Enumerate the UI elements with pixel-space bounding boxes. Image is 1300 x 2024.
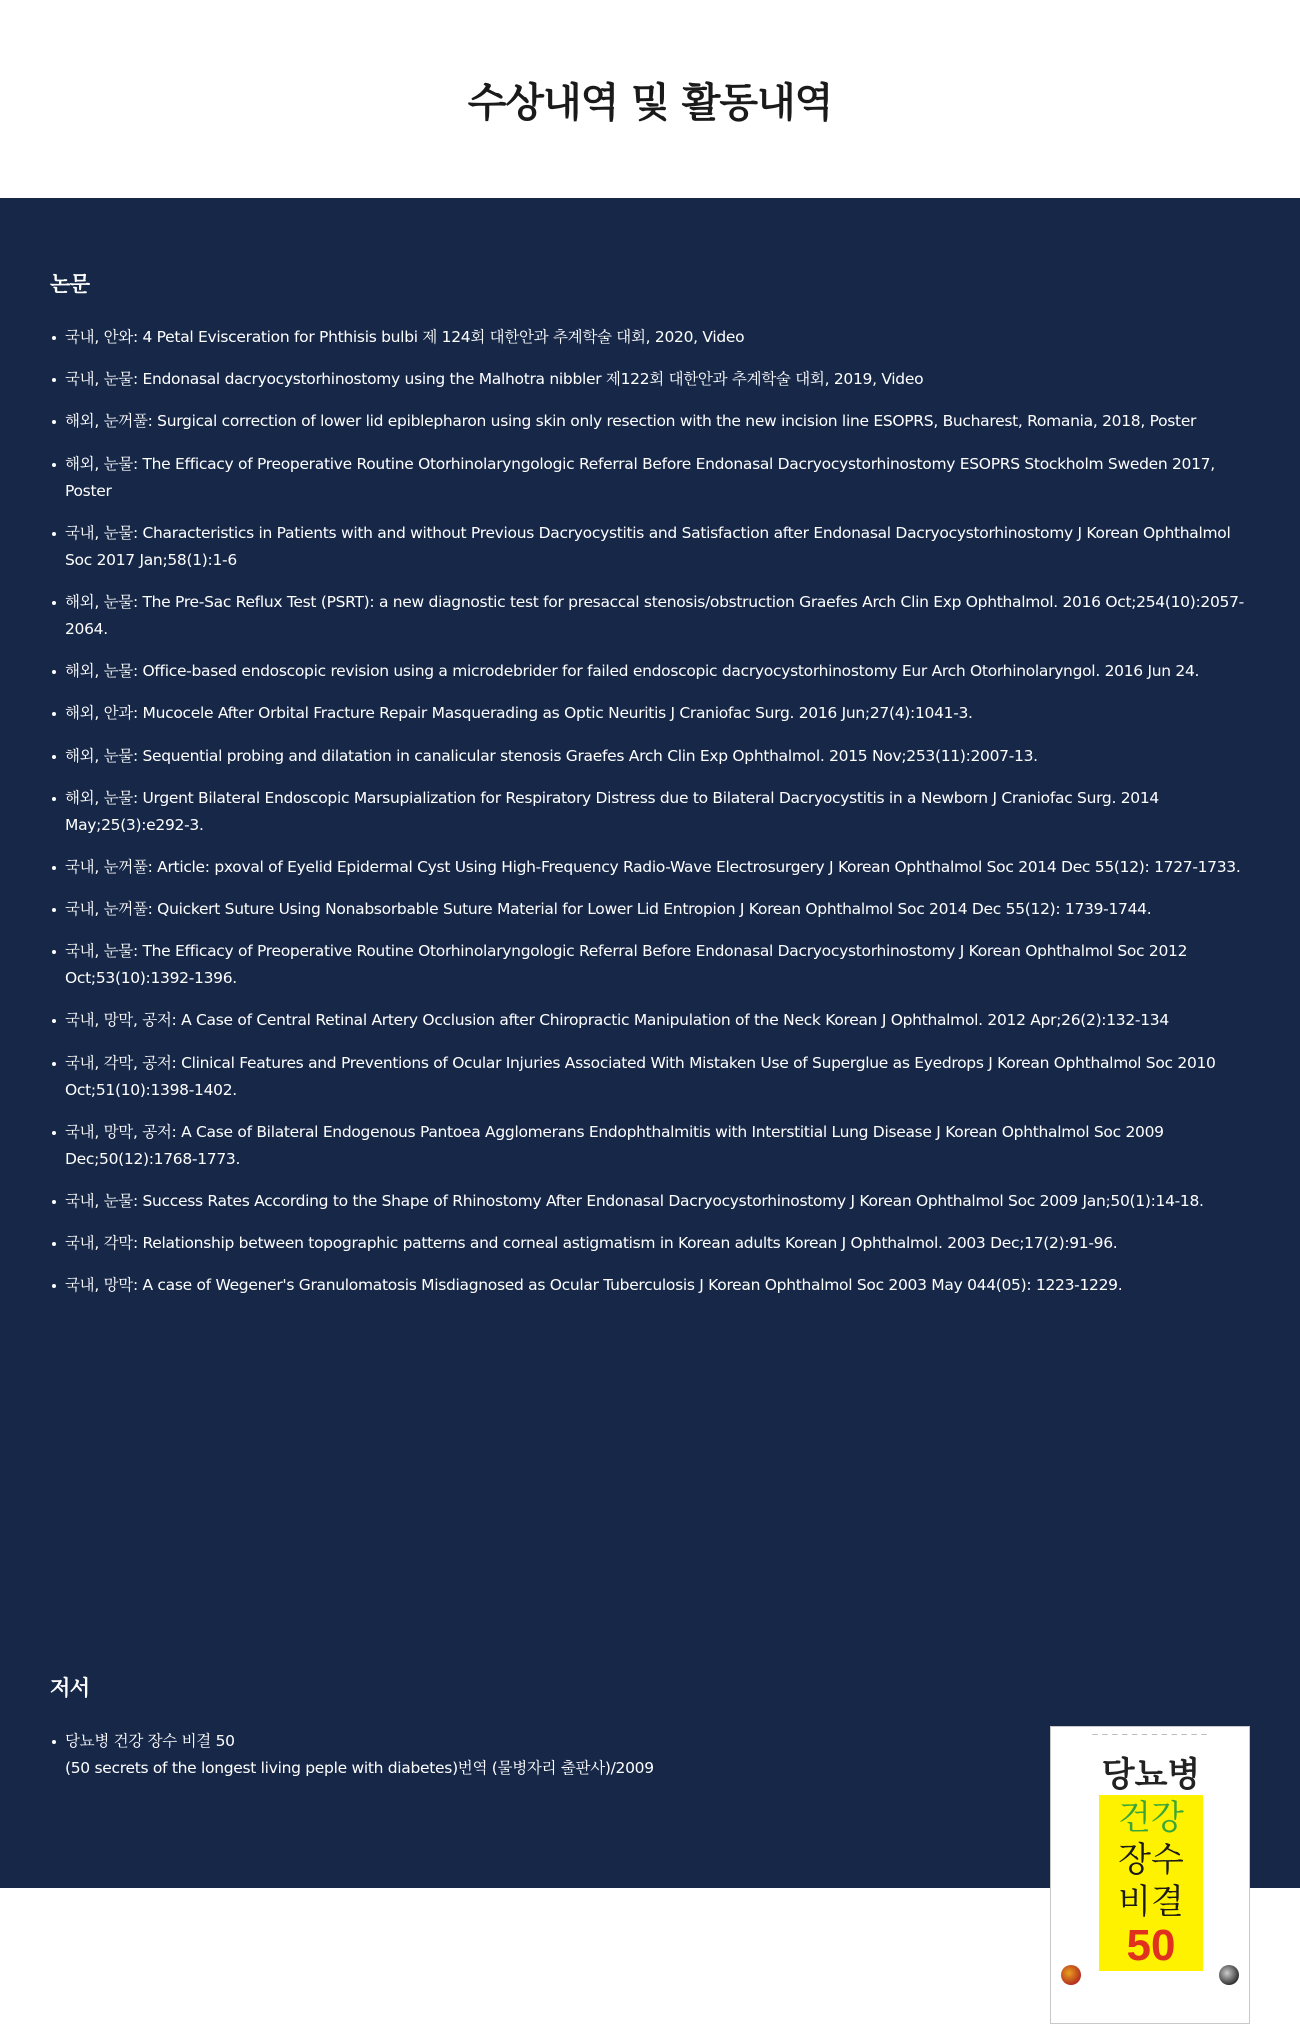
page-title: 수상내역 및 활동내역 bbox=[467, 79, 833, 126]
page-header bbox=[0, 0, 1300, 198]
cover-title-line-5: 50 bbox=[1126, 1921, 1176, 1970]
list-item: 국내, 눈물: Success Rates According to the Shape of Rhinostomy After Endonasal Dacryocystorhinostomy J Korean Ophthalmol Soc 2009 Jan;50(1):14-18. bbox=[50, 1188, 1250, 1215]
papers-section bbox=[50, 268, 1250, 1299]
list-item: 해외, 눈물: The Efficacy of Preoperative Routine Otorhinolaryngologic Referral Before Endonasal Dacryocystorhinostomy ESOPRS Stockholm Sweden 2017, Poster bbox=[50, 451, 1250, 505]
list-item: 해외, 눈물: The Pre-Sac Reflux Test (PSRT): a new diagnostic test for presaccal stenosis/obstruction Graefes Arch Clin Exp Ophthalmol. 2016 Oct;254(10):2057-2064. bbox=[50, 589, 1250, 643]
cover-title bbox=[1099, 1755, 1203, 1971]
list-item: 국내, 안와: 4 Petal Evisceration for Phthisis bulbi 제 124회 대한안과 추계학술 대회, 2020, Video bbox=[50, 324, 1250, 351]
cover-title-line-2: 건강 bbox=[1118, 1798, 1184, 1838]
list-item: 국내, 각막: Relationship between topographic patterns and corneal astigmatism in Korean adults Korean J Ophthalmol. 2003 Dec;17(2):91-96. bbox=[50, 1230, 1250, 1257]
cover-title-line-4: 비결 bbox=[1118, 1882, 1184, 1922]
list-item: 국내, 망막, 공저: A Case of Central Retinal Artery Occlusion after Chiropractic Manipulation of the Neck Korean J Ophthalmol. 2012 Apr;26(2):132-134 bbox=[50, 1007, 1250, 1034]
books-list bbox=[50, 1728, 654, 1797]
books-section-title: 저서 bbox=[50, 1676, 90, 1700]
list-item: 국내, 눈물: Characteristics in Patients with and without Previous Dacryocystitis and Satisfaction after Endonasal Dacryocystorhinostomy J Korean Ophthalmol Soc 2017 Jan;58(1):1-6 bbox=[50, 520, 1250, 574]
list-item: 해외, 눈물: Office-based endoscopic revision using a microdebrider for failed endoscopic dacryocystorhinostomy Eur Arch Otorhinolaryngol. 2016 Jun 24. bbox=[50, 658, 1250, 685]
list-item: 국내, 눈꺼풀: Article: pxoval of Eyelid Epidermal Cyst Using High-Frequency Radio-Wave Electrosurgery J Korean Ophthalmol Soc 2014 Dec 55(12): 1727-1733. bbox=[50, 854, 1250, 881]
cover-fruit-icon bbox=[1061, 1965, 1081, 1985]
papers-section-title: 논문 bbox=[50, 272, 90, 296]
books-section bbox=[50, 1672, 1250, 2024]
cover-yellow-block bbox=[1099, 1795, 1203, 1971]
book-detail: (50 secrets of the longest living peple with diabetes)번역 (물병자리 출판사)/2009 bbox=[65, 1759, 654, 1777]
book-row bbox=[50, 1728, 1250, 2024]
list-item: 국내, 망막: A case of Wegener's Granulomatosis Misdiagnosed as Ocular Tuberculosis J Korean Ophthalmol Soc 2003 May 044(05): 1223-1229. bbox=[50, 1272, 1250, 1299]
list-item: 해외, 눈꺼풀: Surgical correction of lower lid epiblepharon using skin only resection with the new incision line ESOPRS, Bucharest, Romania, 2018, Poster bbox=[50, 408, 1250, 435]
list-item: 국내, 눈꺼풀: Quickert Suture Using Nonabsorbable Suture Material for Lower Lid Entropion J Korean Ophthalmol Soc 2014 Dec 55(12): 1739-1744. bbox=[50, 896, 1250, 923]
papers-list bbox=[50, 324, 1250, 1299]
list-item: 해외, 눈물: Sequential probing and dilatation in canalicular stenosis Graefes Arch Clin Exp Ophthalmol. 2015 Nov;253(11):2007-13. bbox=[50, 743, 1250, 770]
list-item: 국내, 눈물: Endonasal dacryocystorhinostomy using the Malhotra nibbler 제122회 대한안과 추계학술 대회, 2019, Video bbox=[50, 366, 1250, 393]
cover-ball-icon bbox=[1219, 1965, 1239, 1985]
cover-title-line-1: 당뇨병 bbox=[1101, 1755, 1201, 1795]
cover-title-line-3: 장수 bbox=[1118, 1840, 1184, 1880]
list-item: 국내, 망막, 공저: A Case of Bilateral Endogenous Pantoea Agglomerans Endophthalmitis with Interstitial Lung Disease J Korean Ophthalmol Soc 2009 Dec;50(12):1768-1773. bbox=[50, 1119, 1250, 1173]
book-title: 당뇨병 건강 장수 비결 50 bbox=[65, 1732, 235, 1750]
book-cover-image bbox=[1050, 1726, 1250, 2024]
main-content bbox=[0, 198, 1300, 1970]
list-item: 국내, 눈물: The Efficacy of Preoperative Routine Otorhinolaryngologic Referral Before Endonasal Dacryocystorhinostomy J Korean Ophthalmol Soc 2012 Oct;53(10):1392-1396. bbox=[50, 938, 1250, 992]
cover-top-decoration: — — — — — — — — — — — — bbox=[1092, 1731, 1208, 1738]
list-item: 국내, 각막, 공저: Clinical Features and Preventions of Ocular Injuries Associated With Mistaken Use of Superglue as Eyedrops J Korean Ophthalmol Soc 2010 Oct;51(10):1398-1402. bbox=[50, 1050, 1250, 1104]
list-item: 해외, 안과: Mucocele After Orbital Fracture Repair Masquerading as Optic Neuritis J Craniofac Surg. 2016 Jun;27(4):1041-3. bbox=[50, 700, 1250, 727]
list-item bbox=[50, 1728, 654, 1782]
list-item: 해외, 눈물: Urgent Bilateral Endoscopic Marsupialization for Respiratory Distress due to Bilateral Dacryocystitis in a Newborn J Craniofac Surg. 2014 May;25(3):e292-3. bbox=[50, 785, 1250, 839]
